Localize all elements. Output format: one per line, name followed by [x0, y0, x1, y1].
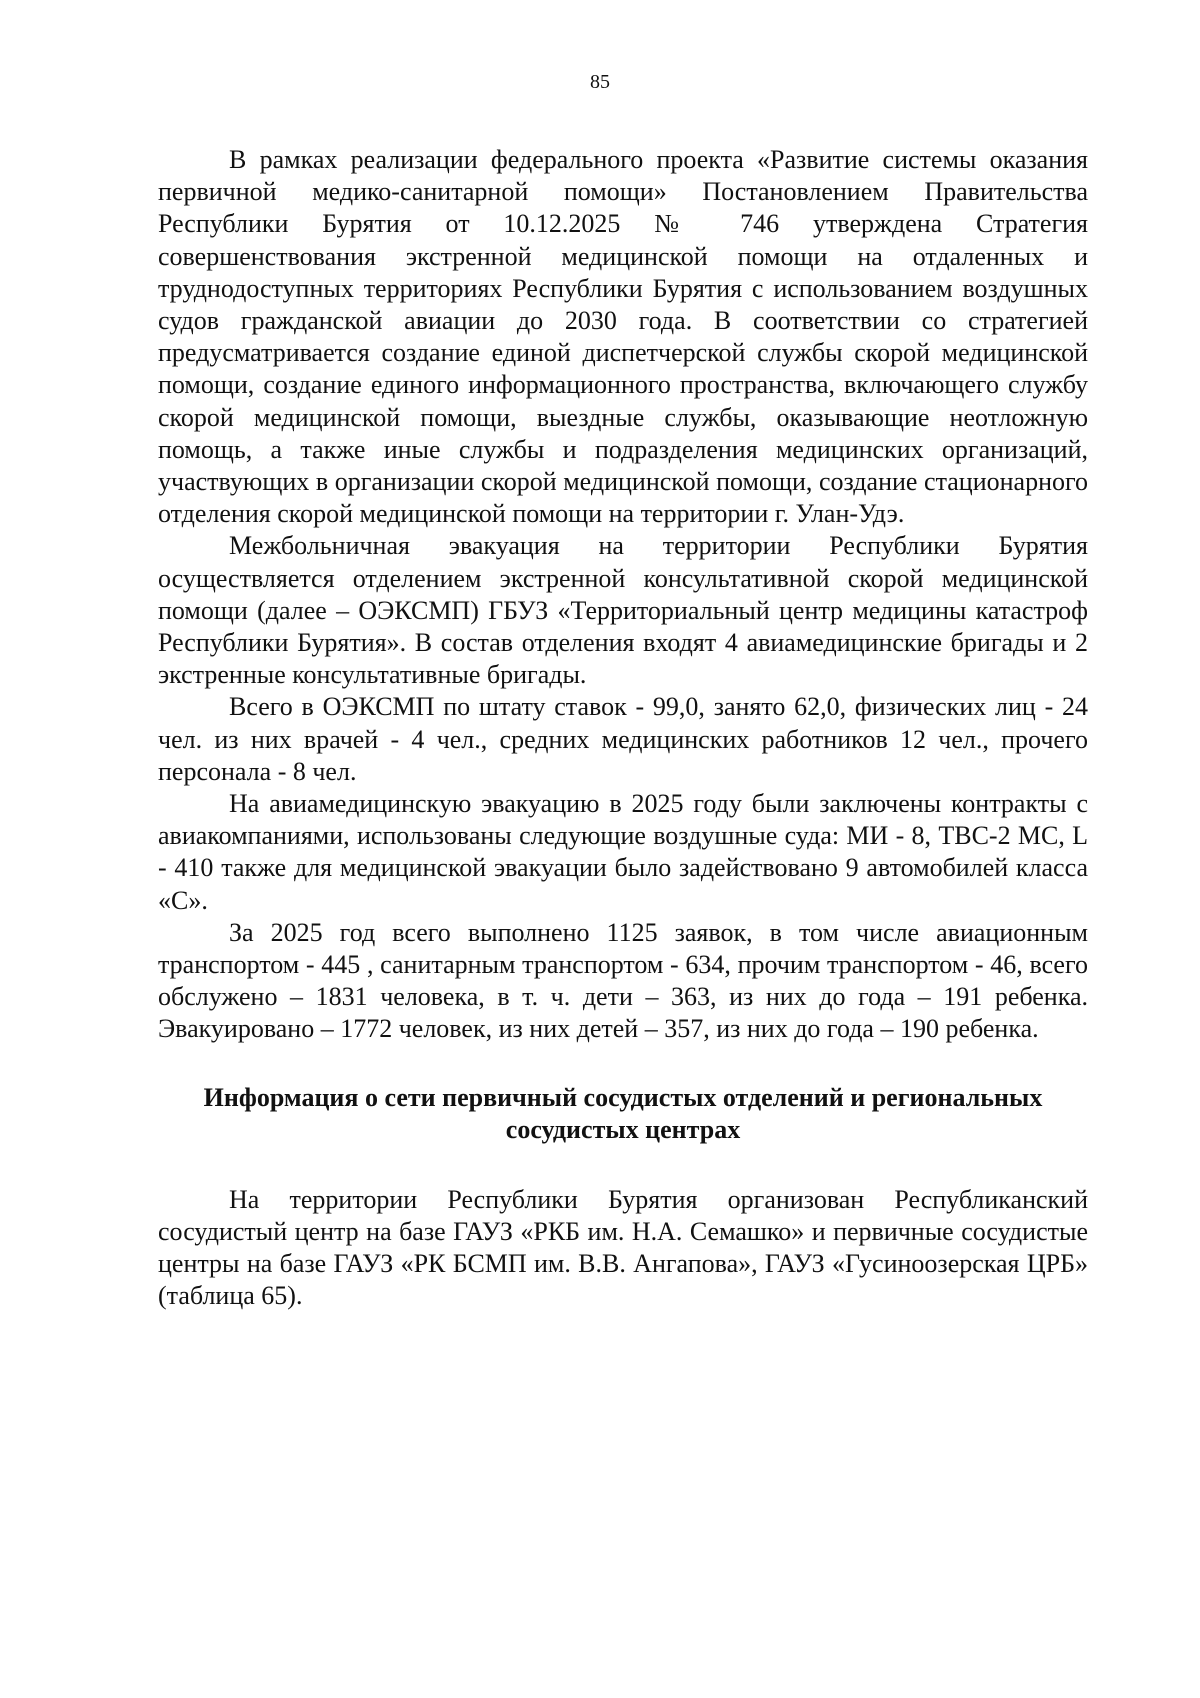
- paragraph-statistics: За 2025 год всего выполнено 1125 заявок, в том числе авиационным транспортом - 445 , санитарным транспортом - 634, прочим транспортом - 46, всего обслужено – 1831 человека, в т. ч. дети – 363, из них до года – 191 ребенка. Эвакуировано – 1772 человек, из них детей – 357, из них до года – 190 ребенка.: [158, 917, 1088, 1044]
- paragraph-aircraft: На авиамедицинскую эвакуацию в 2025 году были заключены контракты с авиакомпаниями, использованы следующие воздушные суда: МИ - 8, ТВС-2 МС, L - 410 также для медицинской эвакуации было задействовано 9 автомобилей класса «С».: [158, 789, 1088, 915]
- page-number: 85: [590, 71, 610, 93]
- paragraph-vascular-centers: На территории Республики Бурятия организован Республиканский сосудистый центр на базе ГАУЗ «РКБ им. Н.А. Семашко» и первичные сосудистые центры на базе ГАУЗ «РК БСМП им. В.В. Ангапова», ГАУЗ «Гусиноозерская ЦРБ» (таблица 65).: [158, 1184, 1088, 1311]
- section-heading: [158, 1082, 1088, 1146]
- paragraph-strategy: В рамках реализации федерального проекта «Развитие системы оказания первичной медико-санитарной помощи» Постановлением Правительства Республики Бурятия от 10.12.2025 № 746 утверждена Стратегия совершенствования экстренной медицинской помощи на отдаленных и труднодоступных территориях Республики Бурятия с использованием воздушных судов гражданской авиации до 2030 года. В соответствии со стратегией предусматривается создание единой диспетчерской службы скорой медицинской помощи, создание единого информационного пространства, включающего службу скорой медицинской помощи, выездные службы, оказывающие неотложную помощь, а также иные службы и подразделения медицинских организаций, участвующих в организации скорой медицинской помощи, создание стационарного отделения скорой медицинской помощи на территории г. Улан-Удэ.: [158, 145, 1088, 529]
- section-heading-line-1: Информация о сети первичный сосудистых отделений и региональных: [203, 1082, 1043, 1112]
- document-body: [158, 144, 1088, 1313]
- paragraph-evacuation: Межбольничная эвакуация на территории Республики Бурятия осуществляется отделением экстренной консультативной скорой медицинской помощи (далее – ОЭКСМП) ГБУЗ «Территориальный центр медицины катастроф Республики Бурятия». В состав отделения входят 4 авиамедицинские бригады и 2 экстренные консультативные бригады.: [158, 531, 1088, 690]
- paragraph-staffing: Всего в ОЭКСМП по штату ставок - 99,0, занято 62,0, физических лиц - 24 чел. из них врачей - 4 чел., средних медицинских работников 12 чел., прочего персонала - 8 чел.: [158, 692, 1088, 786]
- section-heading-line-2: сосудистых центрах: [505, 1114, 741, 1144]
